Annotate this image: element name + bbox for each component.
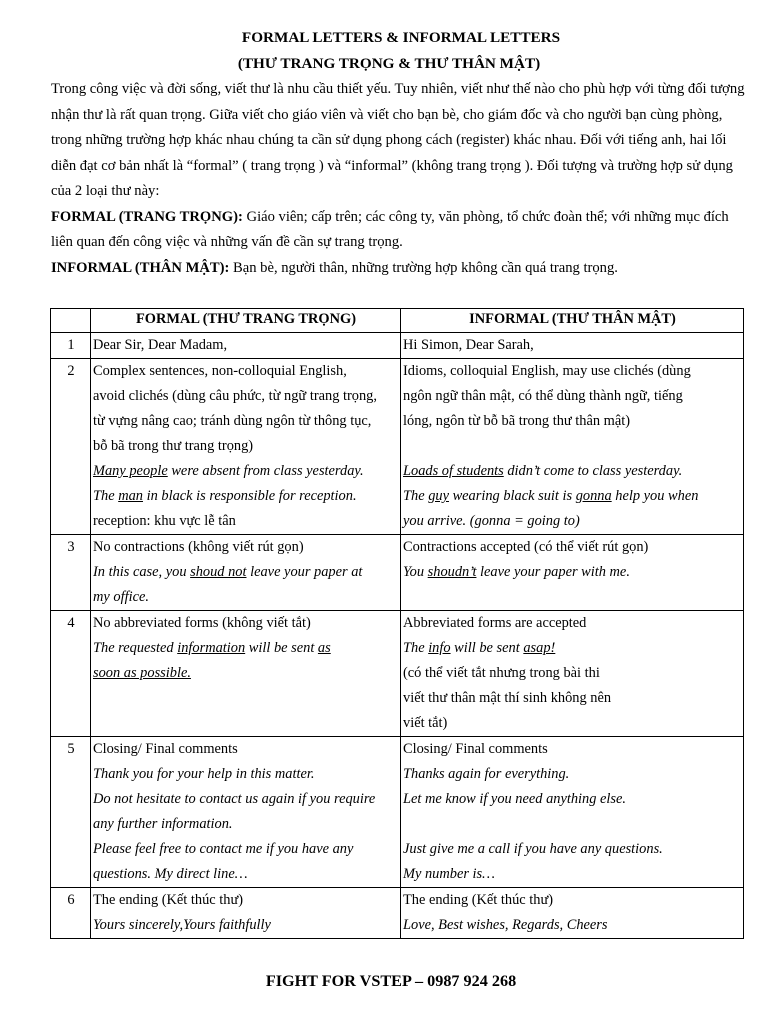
informal-cell — [401, 737, 744, 888]
informal-cell — [401, 611, 744, 737]
informal-definition — [51, 256, 751, 282]
formal-greeting: Dear Sir, Dear Madam, — [93, 337, 228, 353]
formal-rule-line: Closing/ Final comments — [93, 741, 238, 757]
table-header-row — [51, 309, 744, 333]
row-number: 2 — [51, 359, 91, 535]
formal-cell — [91, 888, 401, 939]
informal-note: viết thư thân mật thí sinh không nên — [403, 690, 612, 706]
row-number: 5 — [51, 737, 91, 888]
informal-cell — [401, 333, 744, 359]
table-row — [51, 359, 744, 535]
formal-cell — [91, 359, 401, 535]
formal-label: FORMAL (TRANG TRỌNG): — [51, 208, 243, 225]
informal-example: Just give me a call if you have any questions. — [403, 841, 663, 857]
formal-example: Yours sincerely,Yours faithfully — [93, 917, 271, 933]
informal-example: Love, Best wishes, Regards, Cheers — [403, 917, 608, 933]
formal-cell — [91, 737, 401, 888]
formal-example: In this case, you shoud not leave your paper at — [93, 564, 363, 580]
informal-rule-line: Contractions accepted (có thể viết rút gọn) — [403, 539, 649, 555]
formal-definition — [51, 205, 751, 256]
formal-rule-line: avoid clichés (dùng câu phức, từ ngữ trang trọng, — [93, 388, 377, 404]
header-formal: FORMAL (THƯ TRANG TRỌNG) — [91, 309, 401, 333]
informal-rule-line: The ending (Kết thúc thư) — [403, 892, 554, 908]
informal-example: Thanks again for everything. — [403, 766, 570, 782]
document-subtitle: (THƯ TRANG TRỌNG & THƯ THÂN MẬT) — [237, 55, 541, 72]
table-row — [51, 737, 744, 888]
formal-cell — [91, 535, 401, 611]
formal-rule-line: từ vựng nâng cao; tránh dùng ngôn từ thông tục, — [93, 413, 372, 429]
formal-example: Thank you for your help in this matter. — [93, 766, 315, 782]
informal-label: INFORMAL (THÂN MẬT): — [51, 259, 230, 276]
informal-cell — [401, 359, 744, 535]
informal-rule-line: Idioms, colloquial English, may use clichés (dùng — [403, 363, 691, 379]
formal-rule-line: The ending (Kết thúc thư) — [93, 892, 244, 908]
formal-example: any further information. — [93, 816, 233, 832]
informal-example: you arrive. (gonna = going to) — [403, 513, 580, 529]
informal-example: My number is… — [403, 866, 495, 882]
header-number — [51, 309, 91, 333]
intro-paragraph: Trong công việc và đời sống, viết thư là nhu cầu thiết yếu. Tuy nhiên, viết như thế nào cho phù hợp với từng đối tượng nhận thư là rất quan trọng. Giữa viết cho giáo viên và viết cho bạn bè, cho giám đốc và cho người bạn cùng phòng, trong những trường hợp khác nhau chúng ta cần sử dụng phong cách (register) khác nhau. Đối với tiếng anh, hai lối diễn đạt cơ bản nhất là “formal” ( trang trọng ) và “informal” (không trang trọng ). Đối tượng và trường hợp sử dụng của 2 loại thư này: — [51, 81, 745, 199]
formal-example: The requested information will be sent as — [93, 640, 331, 656]
formal-example: soon as possible. — [93, 665, 191, 681]
informal-text: Bạn bè, người thân, những trường hợp không cần quá trang trọng. — [229, 259, 618, 276]
row-number: 3 — [51, 535, 91, 611]
header-informal: INFORMAL (THƯ THÂN MẬT) — [401, 309, 744, 333]
informal-example: The info will be sent asap! — [403, 640, 556, 656]
formal-text: Giáo viên; cấp trên; các công ty, văn phòng, tổ chức đoàn thể; với những mục đích liên quan đến công việc và những vấn đề cần sự trang trọng. — [51, 208, 729, 250]
informal-example: You shoudn’t leave your paper with me. — [403, 564, 630, 580]
formal-rule-line: bỗ bã trong thư trang trọng) — [93, 438, 254, 454]
document-title: FORMAL LETTERS & INFORMAL LETTERS — [241, 29, 561, 46]
page-footer: FIGHT FOR VSTEP – 0987 924 268 — [265, 972, 517, 990]
informal-note: viết tắt) — [403, 715, 448, 731]
informal-greeting: Hi Simon, Dear Sarah, — [403, 337, 534, 353]
informal-cell — [401, 535, 744, 611]
table-row — [51, 611, 744, 737]
formal-rule-line: No abbreviated forms (không viết tắt) — [93, 615, 311, 631]
formal-rule-line: No contractions (không viết rút gọn) — [93, 539, 304, 555]
row-number: 4 — [51, 611, 91, 737]
intro-section — [51, 77, 751, 281]
formal-cell — [91, 333, 401, 359]
row-number: 6 — [51, 888, 91, 939]
informal-example: The guy wearing black suit is gonna help you when — [403, 488, 699, 504]
formal-note: reception: khu vực lễ tân — [93, 513, 236, 529]
formal-example: Please feel free to contact me if you have any — [93, 841, 354, 857]
informal-rule-line: Closing/ Final comments — [403, 741, 548, 757]
formal-example: questions. My direct line… — [93, 866, 248, 882]
formal-rule-line: Complex sentences, non-colloquial English, — [93, 363, 347, 379]
formal-example: Do not hesitate to contact us again if you require — [93, 791, 376, 807]
informal-rule-line: lóng, ngôn từ bỗ bã trong thư thân mật) — [403, 413, 631, 429]
formal-example: my office. — [93, 589, 149, 605]
table-row — [51, 333, 744, 359]
informal-cell — [401, 888, 744, 939]
informal-example: Loads of students didn’t come to class yesterday. — [403, 463, 683, 479]
informal-note: (có thể viết tắt nhưng trong bài thi — [403, 665, 600, 681]
formal-cell — [91, 611, 401, 737]
informal-rule-line: ngôn ngữ thân mật, có thể dùng thành ngữ, tiếng — [403, 388, 683, 404]
row-number: 1 — [51, 333, 91, 359]
formal-example: The man in black is responsible for reception. — [93, 488, 357, 504]
informal-example: Let me know if you need anything else. — [403, 791, 626, 807]
table-row — [51, 535, 744, 611]
comparison-table — [50, 308, 744, 939]
informal-rule-line: Abbreviated forms are accepted — [403, 615, 587, 631]
formal-example: Many people were absent from class yesterday. — [93, 463, 364, 479]
table-row — [51, 888, 744, 939]
